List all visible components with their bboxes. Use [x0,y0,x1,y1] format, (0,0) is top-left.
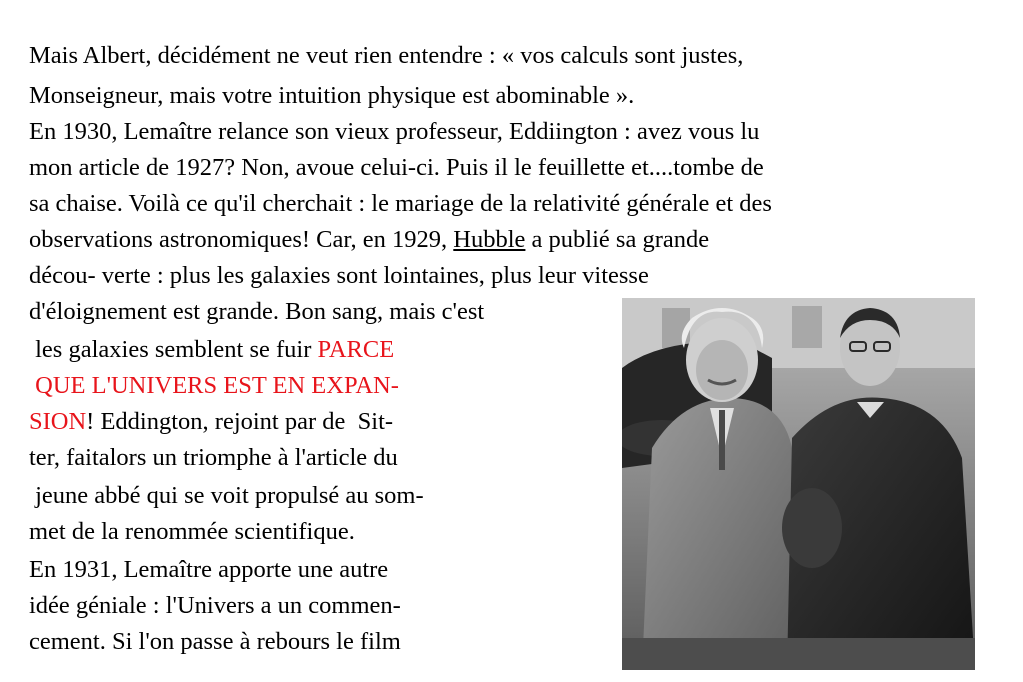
historic-photo [622,298,975,670]
text-segment: a publié sa grande [525,226,710,253]
highlight-text: PARCE [317,336,395,363]
text-line: mon article de 1927? Non, avoue celui-ci. Puis il le feuillette et....tombe de [29,154,764,181]
text-line: En 1930, Lemaître relance son vieux professeur, Eddiington : avez vous lu [29,118,760,145]
text-segment: ! Eddington, rejoint par de Sit- [86,408,394,435]
text-line [29,226,709,254]
text-line [29,372,399,400]
text-line: met de la renommée scientifique. [29,518,355,545]
text-line: ter, faitalors un triomphe à l'article du [29,444,398,471]
text-line: décou- verte : plus les galaxies sont lointaines, plus leur vitesse [29,262,649,289]
text-line: cement. Si l'on passe à rebours le film [29,628,401,655]
text-line: Mais Albert, décidément ne veut rien entendre : « vos calculs sont justes, [29,42,744,69]
text-line: idée géniale : l'Univers a un commen- [29,592,401,619]
text-line: jeune abbé qui se voit propulsé au som- [29,482,424,509]
text-line: d'éloignement est grande. Bon sang, mais c'est [29,298,485,325]
photo-illustration [622,298,975,670]
highlight-text: QUE L'UNIVERS EST EN EXPAN- [29,372,399,399]
text-line: sa chaise. Voilà ce qu'il cherchait : le mariage de la relativité générale et des [29,190,772,217]
text-line: Monseigneur, mais votre intuition physique est abominable ». [29,82,635,109]
text-line [29,408,393,436]
text-line [29,336,394,364]
hubble-link[interactable]: Hubble [453,226,526,253]
text-line: En 1931, Lemaître apporte une autre [29,556,389,583]
text-segment: observations astronomiques! Car, en 1929, [29,226,454,253]
highlight-text: SION [29,408,87,435]
text-segment: les galaxies semblent se fuir [29,336,318,363]
